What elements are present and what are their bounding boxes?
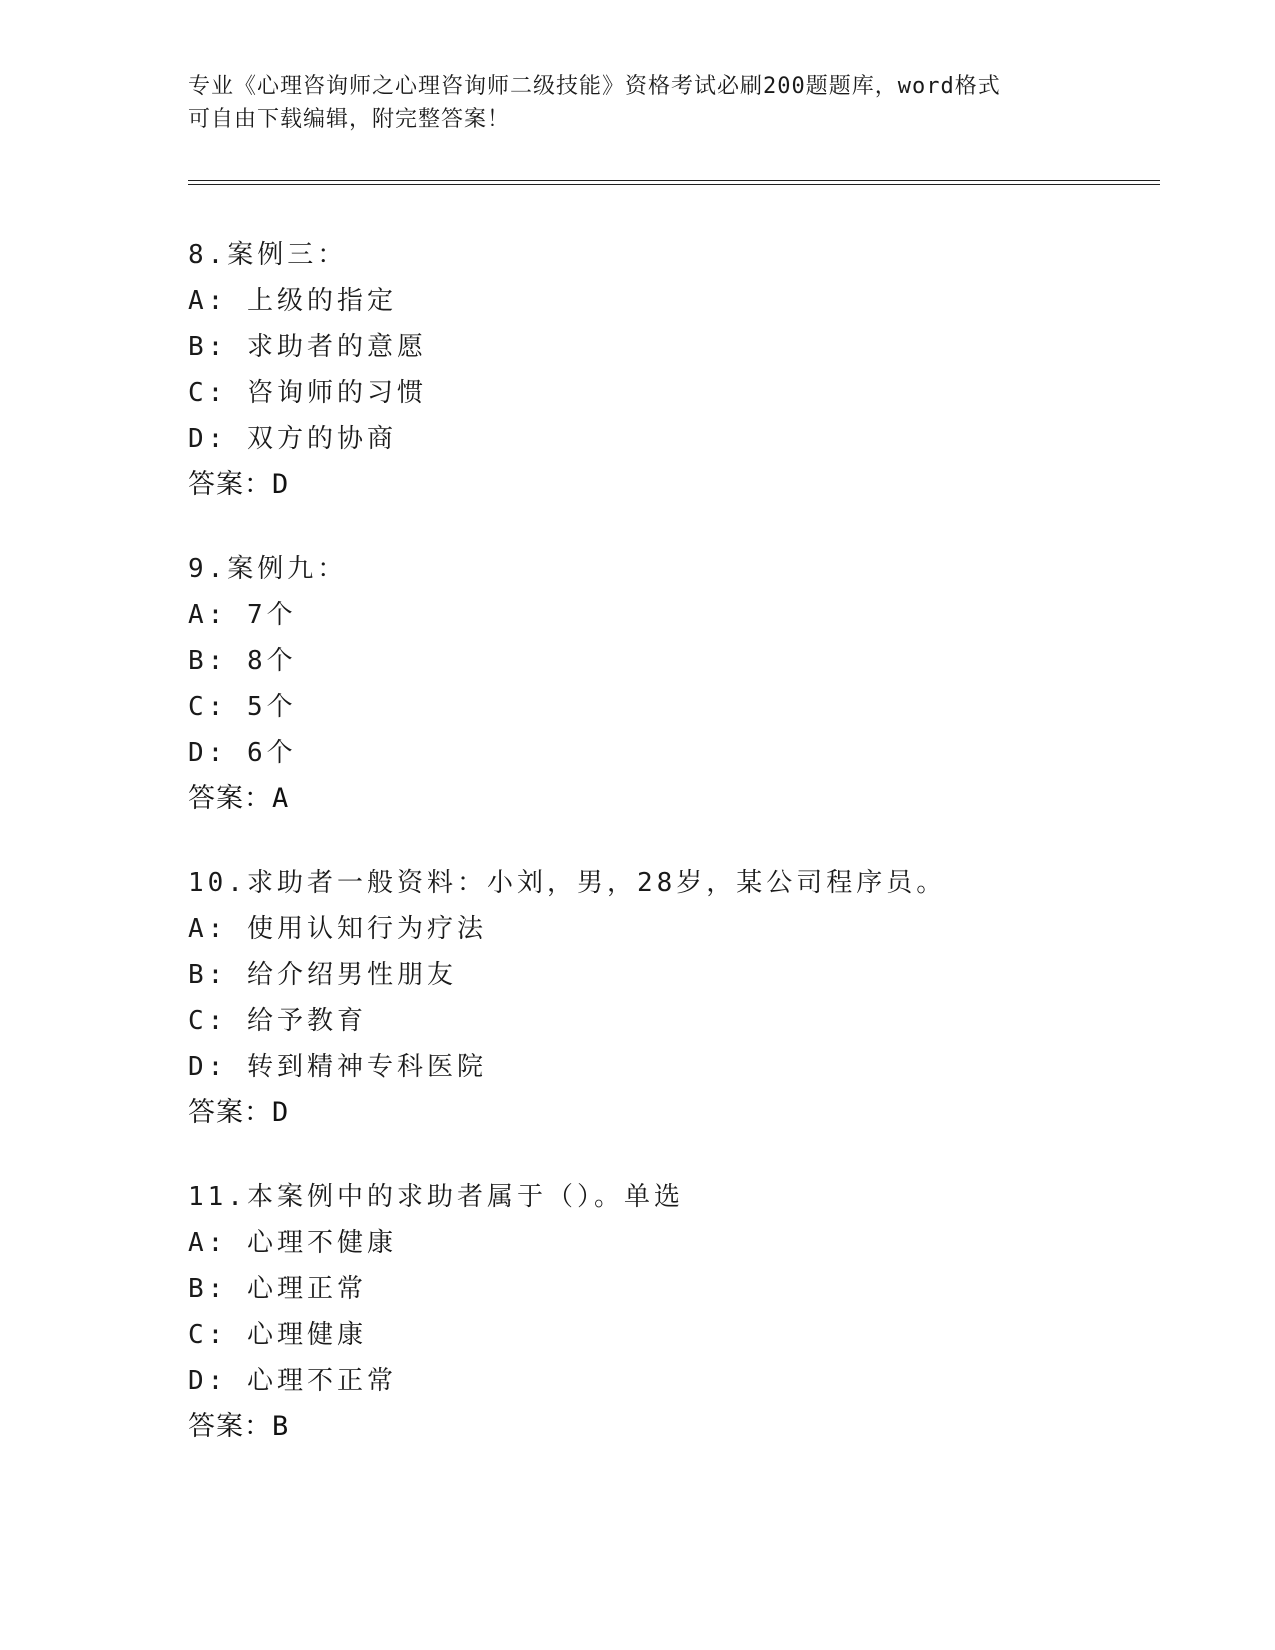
answer-label: 答案：B: [188, 1411, 290, 1442]
question-stem: 9.案例九：: [188, 554, 348, 584]
option-b: B: 心理正常: [188, 1274, 367, 1304]
option-c: C: 心理健康: [188, 1320, 367, 1350]
document-header: [188, 70, 1088, 136]
question-9: [188, 546, 1188, 822]
question-8: [188, 232, 1188, 508]
question-stem: 8.案例三：: [188, 240, 348, 270]
question-stem: 10.求助者一般资料：小刘，男，28岁，某公司程序员。: [188, 868, 947, 898]
option-c: C: 咨询师的习惯: [188, 378, 427, 408]
option-a: A: 心理不健康: [188, 1228, 397, 1258]
option-c: C: 给予教育: [188, 1006, 367, 1036]
question-10: [188, 860, 1188, 1136]
option-d: D: 6个: [188, 738, 297, 768]
question-stem: 11.本案例中的求助者属于（）。单选: [188, 1182, 684, 1212]
option-c: C: 5个: [188, 692, 297, 722]
option-d: D: 双方的协商: [188, 424, 397, 454]
option-b: B: 给介绍男性朋友: [188, 960, 457, 990]
header-line-2: 可自由下载编辑，附完整答案！: [188, 107, 511, 132]
header-line-1: 专业《心理咨询师之心理咨询师二级技能》资格考试必刷200题题库，word格式: [188, 74, 1001, 99]
option-d: D: 心理不正常: [188, 1366, 397, 1396]
option-a: A: 7个: [188, 600, 297, 630]
option-b: B: 8个: [188, 646, 297, 676]
question-11: [188, 1174, 1188, 1450]
option-b: B: 求助者的意愿: [188, 332, 427, 362]
option-a: A: 上级的指定: [188, 286, 397, 316]
option-a: A: 使用认知行为疗法: [188, 914, 487, 944]
option-d: D: 转到精神专科医院: [188, 1052, 487, 1082]
header-divider: [188, 180, 1160, 185]
answer-label: 答案：D: [188, 469, 290, 500]
answer-label: 答案：D: [188, 1097, 290, 1128]
answer-label: 答案：A: [188, 783, 290, 814]
question-list: [188, 232, 1188, 1488]
